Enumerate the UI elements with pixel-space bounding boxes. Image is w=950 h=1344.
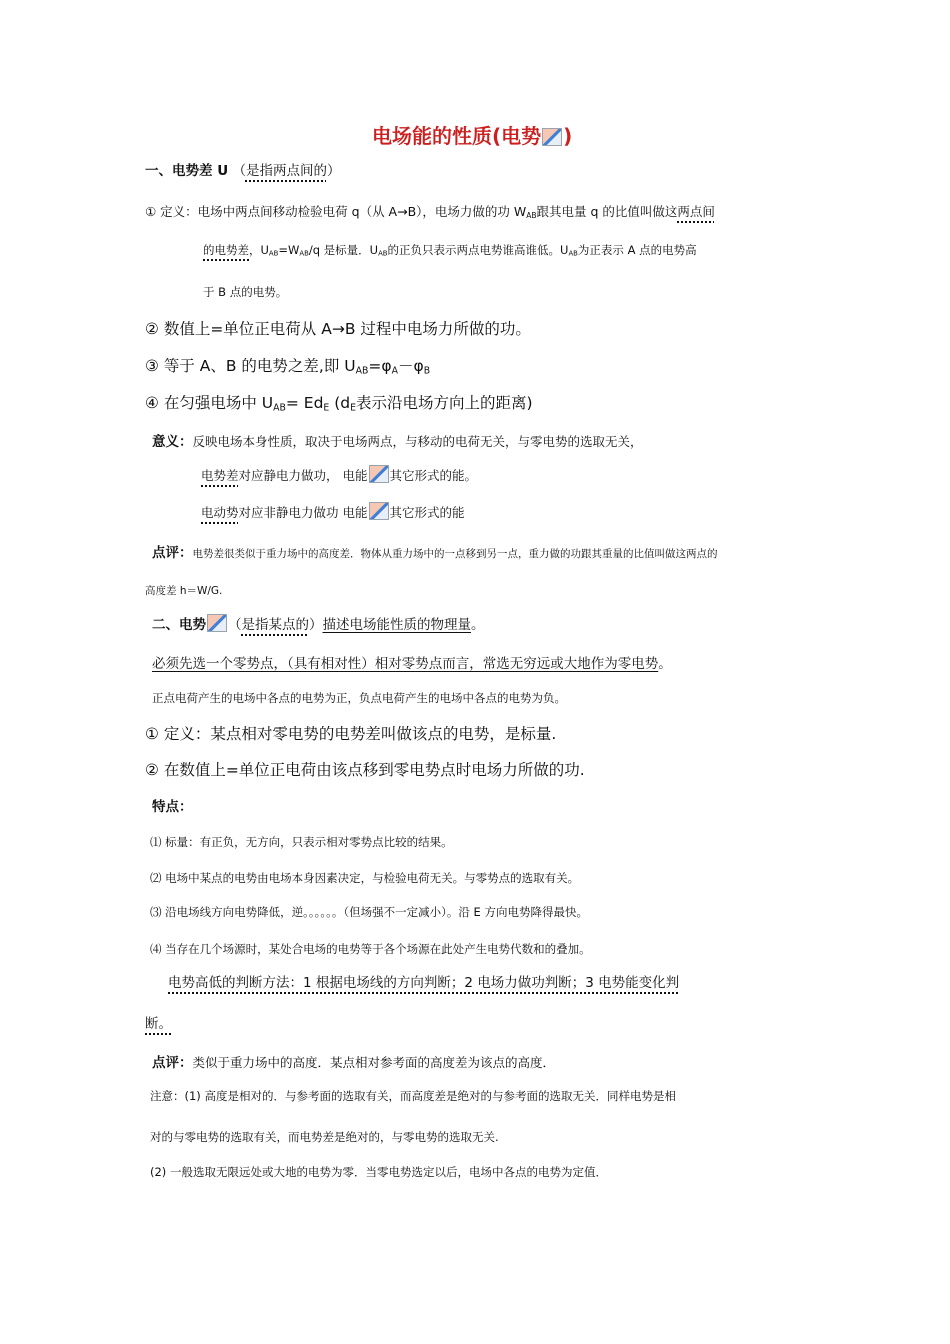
paren-open: （	[232, 163, 246, 179]
section2-description: 描述电场能性质的物理量	[322, 617, 471, 633]
s2-comment	[152, 1055, 555, 1071]
emphasis: 两点间	[677, 204, 715, 219]
section1-note: 是指两点间的	[245, 163, 327, 179]
subscript: A	[391, 365, 398, 377]
text: 表示沿电场方向上的距离)	[355, 394, 533, 412]
s2-def1: ① 定义：某点相对零电势的电势差叫做该点的电势，是标量.	[145, 725, 557, 743]
s1-meaning-line1	[152, 434, 643, 450]
section2-title: 二、电势	[152, 617, 206, 633]
text: 为正表示 A 点的电势高	[577, 243, 697, 257]
s1-meaning-line2	[201, 465, 477, 483]
text: 断。	[145, 1016, 172, 1032]
s2-def2: ② 在数值上=单位正电荷由该点移到零电势点时电场力所做的功.	[145, 761, 585, 779]
text: 对应非静电力做功 电能	[238, 505, 368, 520]
subscript: E	[350, 402, 356, 414]
s2-sign: 正点电荷产生的电场中各点的电势为正，负点电荷产生的电场中各点的电势为负。	[152, 691, 566, 705]
text: =φ	[368, 357, 392, 375]
s1-definition-line3: 于 B 点的电势。	[203, 285, 288, 299]
emphasis: 的电势差	[203, 243, 249, 257]
missing-image-icon	[207, 614, 227, 632]
s2-judge-line1	[168, 975, 679, 991]
text: 其它形式的能	[389, 505, 465, 520]
section1-heading	[145, 163, 340, 179]
text: 跟其电量 q 的比值叫做这	[536, 204, 678, 219]
subscript: B	[423, 365, 431, 377]
text: = Ed	[285, 394, 324, 412]
section2-note: 是指某点的	[241, 617, 309, 633]
text: 类似于重力场中的高度．某点相对参考面的高度差为该点的高度．	[192, 1055, 556, 1070]
period: 。	[471, 617, 485, 633]
s2-note-line2: 对的与零电势的选取有关，而电势差是绝对的，与零电势的选取无关.	[150, 1130, 499, 1144]
subscript: AB	[268, 249, 279, 258]
missing-image-icon	[542, 128, 562, 146]
s1-item3	[145, 357, 430, 376]
s1-item4	[145, 394, 533, 413]
subscript: AB	[273, 402, 286, 414]
missing-image-icon	[369, 502, 389, 520]
subscript: E	[323, 402, 330, 414]
text: 电势高低的判断方法：1 根据电场线的方向判断；2 电场力做功判断；3 电势能变化判	[168, 975, 680, 991]
s2-note-line1: 注意：(1) 高度是相对的．与参考面的选取有关，而高度差是绝对的与参考面的选取无关．同样电势是相	[150, 1089, 676, 1103]
text: 对应静电力做功， 电能	[238, 468, 368, 483]
text: －φ	[397, 357, 424, 375]
s2-feature-label: 特点：	[152, 799, 193, 815]
s1-definition-line2	[203, 244, 697, 258]
subscript: AB	[568, 249, 578, 258]
paren-open: （	[228, 617, 242, 633]
text: /q 是标量．U	[308, 243, 379, 257]
period: 。	[658, 656, 672, 672]
paren-close: ）	[326, 163, 341, 179]
emphasis: 电势差	[201, 468, 239, 483]
text: =W	[278, 243, 300, 257]
section2-heading	[152, 614, 485, 633]
page-title	[372, 124, 572, 148]
subscript: AB	[526, 210, 537, 220]
comment-label: 点评：	[152, 1055, 193, 1071]
s2-feature-4: ⑷ 当存在几个场源时，某处合电场的电势等于各个场源在此处产生电势代数和的叠加。	[150, 942, 591, 956]
subscript: AB	[355, 365, 369, 377]
text: 的正负只表示两点电势谁高谁低。U	[387, 243, 569, 257]
s2-note-line3: (2) 一般选取无限远处或大地的电势为零．当零电势选定以后，电场中各点的电势为定值．	[150, 1165, 607, 1179]
paren-close: ）	[309, 617, 323, 633]
title-close: )	[563, 124, 573, 148]
subscript: AB	[378, 249, 388, 258]
section1-title: 一、电势差 U	[145, 163, 229, 179]
text: 必须先选一个零势点，（具有相对性）相对零势点而言，常选无穷远或大地作为零电势	[152, 656, 659, 672]
s1-definition-line1	[145, 204, 715, 220]
s1-meaning-line3	[201, 502, 465, 520]
s2-judge-line2	[145, 1016, 172, 1032]
text: (d	[329, 394, 351, 412]
s2-feature-3: ⑶ 沿电场线方向电势降低，逆。。。。。。（但场强不一定减小）。沿 E 方向电势降得最快。	[150, 905, 588, 919]
text: ① 定义：电场中两点间移动检验电荷 q（从 A→B），电场力做的功 W	[145, 204, 527, 219]
s1-comment-line2: 高度差 h＝W/G.	[145, 585, 223, 597]
comment-label: 点评：	[152, 545, 193, 561]
s1-comment-line1	[152, 545, 718, 561]
text: 其它形式的能。	[389, 468, 478, 483]
missing-image-icon	[369, 465, 389, 483]
emphasis: 电动势	[201, 505, 239, 520]
meaning-label: 意义：	[152, 434, 193, 450]
subscript: AB	[299, 249, 309, 258]
s2-feature-1: ⑴ 标量：有正负，无方向，只表示相对零势点比较的结果。	[150, 835, 453, 849]
text: 反映电场本身性质，取决于电场两点，与移动的电荷无关，与零电势的选取无关，	[192, 434, 643, 449]
text: 电势差很类似于重力场中的高度差．物体从重力场中的一点移到另一点，重力做的功跟其重量的比值叫做这两点的	[192, 548, 718, 560]
title-text: 电场能的性质(电势	[372, 124, 542, 148]
s2-feature-2: ⑵ 电场中某点的电势由电场本身因素决定，与检验电荷无关。与零势点的选取有关。	[150, 871, 580, 885]
text: ，U	[249, 243, 269, 257]
s2-must	[152, 656, 672, 672]
text: ④ 在匀强电场中 U	[145, 394, 274, 412]
s1-item2: ② 数值上=单位正电荷从 A→B 过程中电场力所做的功。	[145, 320, 531, 338]
text: ③ 等于 A、B 的电势之差,即 U	[145, 357, 356, 375]
